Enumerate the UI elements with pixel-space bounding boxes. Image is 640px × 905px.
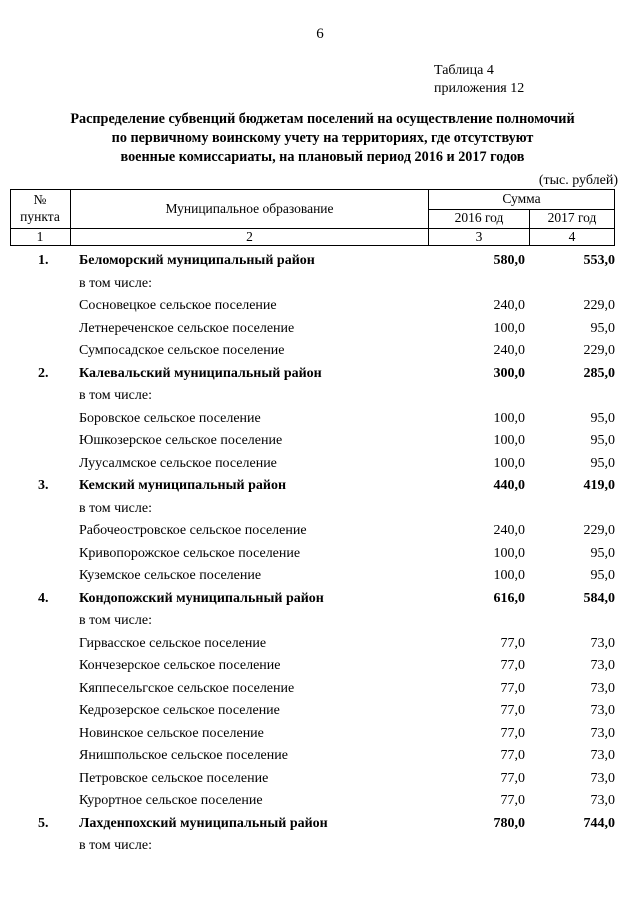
row-number: 2. (38, 365, 49, 381)
settlement-row (10, 632, 615, 655)
settlement-row (10, 339, 615, 362)
amount-2016: 240,0 (493, 343, 525, 358)
municipality-name: Беломорский муниципальный район (79, 253, 315, 268)
settlement-row (10, 767, 615, 790)
settlement-row (10, 789, 615, 812)
amount-2016: 77,0 (500, 703, 525, 718)
amount-2017: 95,0 (590, 320, 615, 336)
amount-2016: 580,0 (493, 253, 525, 268)
amount-2016: 100,0 (493, 410, 525, 426)
table-reference (434, 62, 524, 98)
settlement-row (10, 497, 615, 520)
amount-2016: 780,0 (493, 815, 525, 831)
amount-2016: 100,0 (493, 433, 525, 448)
amount-2017: 285,0 (583, 365, 615, 381)
municipality-name: Петровское сельское поселение (79, 770, 269, 786)
amount-2016: 77,0 (500, 793, 525, 808)
settlement-row (10, 654, 615, 677)
amount-2016: 100,0 (493, 320, 525, 336)
municipality-name: Летнереченское сельское поселение (79, 320, 295, 336)
amount-2016: 240,0 (493, 523, 525, 538)
amount-2016: 77,0 (500, 680, 525, 696)
amount-2017: 73,0 (590, 680, 615, 696)
municipality-name: Кемский муниципальный район (79, 478, 287, 493)
amount-2016: 240,0 (493, 298, 525, 313)
amount-2016: 77,0 (500, 770, 525, 786)
municipality-name: Кончезерское сельское поселение (79, 658, 281, 673)
settlement-row (10, 272, 615, 295)
municipality-name: Куземское сельское поселение (79, 568, 262, 583)
settlement-row (10, 699, 615, 722)
municipality-name: Новинское сельское поселение (79, 725, 264, 741)
municipality-name: Гирвасское сельское поселение (79, 635, 267, 651)
municipality-name: Лахденпохский муниципальный район (79, 815, 328, 831)
amount-2017: 73,0 (590, 770, 615, 786)
table-reference-line2: приложения 12 (434, 81, 525, 96)
municipality-name: Сумпосадское сельское поселение (79, 343, 285, 358)
amount-2016: 77,0 (500, 635, 525, 651)
row-number: 1. (38, 253, 49, 268)
amount-2017: 95,0 (590, 455, 615, 471)
municipality-name: в том числе: (79, 275, 152, 291)
district-row (10, 474, 615, 497)
municipality-name: в том числе: (79, 388, 152, 403)
amount-2017: 95,0 (590, 545, 615, 561)
amount-2016: 77,0 (500, 748, 525, 763)
row-number: 5. (38, 815, 49, 831)
header-col-1: 1 (36, 229, 44, 244)
municipality-name: Сосновецкое сельское поселение (79, 298, 277, 313)
amount-2016: 440,0 (493, 478, 525, 493)
page-number: 6 (316, 26, 324, 42)
municipality-name: Боровское сельское поселение (79, 410, 261, 426)
row-number: 3. (38, 478, 49, 493)
municipality-name: Кяппесельгское сельское поселение (79, 680, 295, 696)
amount-2017: 744,0 (583, 815, 615, 831)
header-sum-label: Сумма (502, 191, 541, 206)
settlement-row (10, 677, 615, 700)
amount-2016: 100,0 (493, 455, 525, 471)
header-no-label: № (33, 192, 47, 207)
table-reference-line1: Таблица 4 (434, 63, 494, 78)
amount-2017: 73,0 (590, 748, 615, 763)
header-year-2016: 2016 год (454, 210, 504, 225)
amount-2016: 300,0 (493, 365, 525, 381)
settlement-row (10, 744, 615, 767)
municipality-name: Юшкозерское сельское поселение (79, 433, 283, 448)
amount-2017: 229,0 (583, 343, 615, 358)
municipality-name: Калевальский муниципальный район (79, 365, 322, 381)
settlement-row (10, 542, 615, 565)
amount-2016: 616,0 (493, 590, 525, 606)
table-title (30, 110, 615, 167)
district-row (10, 812, 615, 835)
settlement-row (10, 294, 615, 317)
table-header (10, 189, 615, 246)
header-col-2: 2 (246, 229, 253, 244)
settlement-row (10, 384, 615, 407)
district-row (10, 249, 615, 272)
settlement-row (10, 407, 615, 430)
amount-2017: 553,0 (583, 253, 615, 268)
municipality-name: в том числе: (79, 613, 152, 628)
header-col-3: 3 (475, 229, 483, 244)
settlement-row (10, 429, 615, 452)
municipality-name: Кедрозерское сельское поселение (79, 703, 280, 718)
header-col-4: 4 (568, 229, 576, 244)
amount-2017: 95,0 (590, 433, 615, 448)
municipality-name: Луусалмское сельское поселение (79, 455, 277, 471)
settlement-row (10, 834, 615, 857)
header-municipality-label: Муниципальное образование (165, 201, 334, 216)
settlement-row (10, 722, 615, 745)
amount-2017: 95,0 (590, 568, 615, 583)
header-border-right (614, 190, 615, 246)
amount-2017: 73,0 (590, 658, 615, 673)
row-number: 4. (38, 590, 49, 606)
amount-2016: 77,0 (500, 658, 525, 673)
amount-2017: 73,0 (590, 635, 615, 651)
amount-2016: 100,0 (493, 568, 525, 583)
amount-2016: 100,0 (493, 545, 525, 561)
table-body (10, 249, 615, 857)
header-item-label: пункта (20, 209, 60, 224)
municipality-name: Янишпольское сельское поселение (79, 748, 288, 763)
table-title-line3: военные комиссариаты, на плановый период 2016 и 2017 годов (120, 149, 525, 165)
settlement-row (10, 519, 615, 542)
settlement-row (10, 609, 615, 632)
amount-2017: 229,0 (583, 298, 615, 313)
amount-2017: 73,0 (590, 725, 615, 741)
table-title-line2: по первичному воинскому учету на территориях, где отсутствуют (111, 130, 534, 146)
district-row (10, 587, 615, 610)
municipality-name: в том числе: (79, 500, 152, 516)
amount-2017: 229,0 (583, 523, 615, 538)
settlement-row (10, 317, 615, 340)
amount-2017: 419,0 (583, 478, 615, 493)
amount-2017: 584,0 (583, 590, 615, 606)
settlement-row (10, 564, 615, 587)
municipality-name: Кондопожский муниципальный район (79, 590, 324, 606)
amount-2017: 95,0 (590, 410, 615, 426)
units-label: (тыс. рублей) (538, 173, 618, 188)
header-year-2017: 2017 год (547, 210, 597, 225)
municipality-name: Кривопорожское сельское поселение (79, 545, 301, 561)
table-title-line1: Распределение субвенций бюджетам поселений на осуществление полномочий (70, 111, 575, 127)
municipality-name: в том числе: (79, 838, 152, 853)
municipality-name: Рабочеостровское сельское поселение (79, 523, 307, 538)
amount-2017: 73,0 (590, 703, 615, 718)
district-row (10, 362, 615, 385)
amount-2017: 73,0 (590, 793, 615, 808)
amount-2016: 77,0 (500, 725, 525, 741)
municipality-name: Курортное сельское поселение (79, 793, 263, 808)
settlement-row (10, 452, 615, 475)
